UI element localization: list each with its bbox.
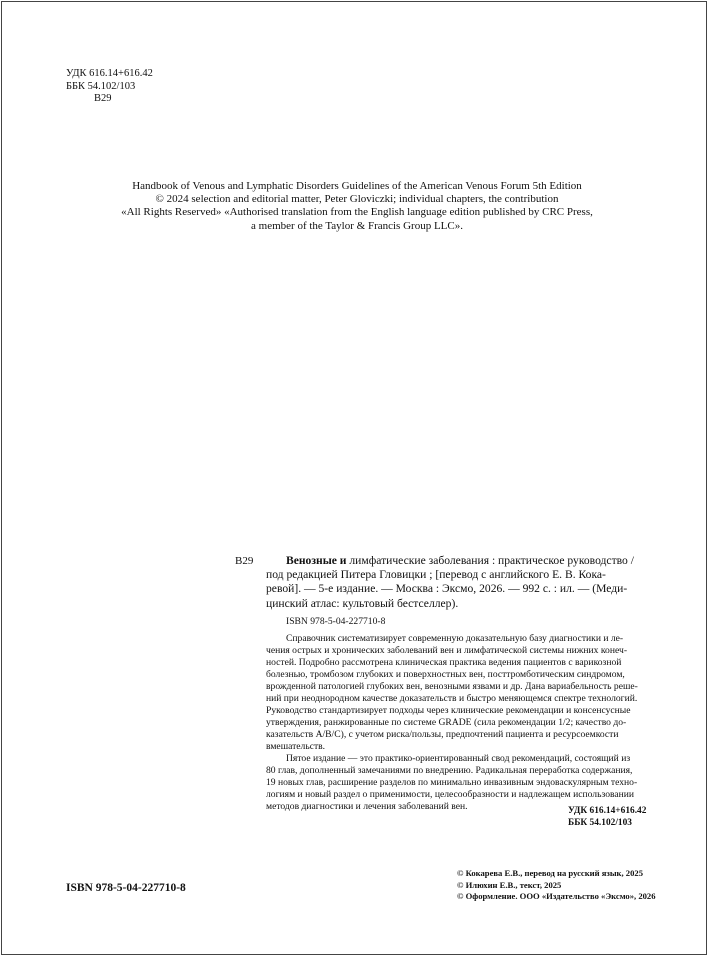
annotation-line: утверждения, ранжированные по системе GRADE (сила рекомендации 1/2; качество до- <box>266 717 627 728</box>
author-sign: В29 <box>94 93 112 104</box>
annotation-line: 80 глав, дополненный замечаниями по внедрению. Радикальная переработка содержания, <box>266 765 633 776</box>
bibliographic-record <box>266 554 640 611</box>
copyright-notices <box>457 868 656 903</box>
rights-line: Handbook of Venous and Lymphatic Disorders Guidelines of the American Venous Forum 5th Edition <box>132 180 582 192</box>
bbk-code: ББК 54.102/103 <box>66 80 136 92</box>
catalog-codes-top <box>66 68 153 106</box>
bibliographic-author-sign: В29 <box>235 555 254 567</box>
bibliographic-line: под редакцией Питера Гловицки ; [перевод с английского Е. В. Кока- <box>266 568 606 582</box>
catalog-codes-bottom <box>568 806 646 829</box>
annotation-line: логиям и новый раздел о применимости, целесообразности и надлежащем использовании <box>266 789 635 800</box>
copyright-line: © Илюхин Е.В., текст, 2025 <box>457 879 562 890</box>
bibliographic-line: цинский атлас: культовый бестселлер). <box>266 596 459 610</box>
bbk-code: ББК 54.102/103 <box>568 817 632 828</box>
annotation-line: методов диагностики и лечения заболеваний вен. <box>266 801 468 812</box>
isbn-record: ISBN 978-5-04-227710-8 <box>286 616 386 627</box>
annotation-line: Руководство стандартизирует подходы через клинические рекомендации и консенсусные <box>266 705 631 716</box>
annotation-line: чения острых и хронических заболеваний вен и лимфатической системы нижних конеч- <box>266 645 628 656</box>
annotation-line: ностей. Подробно рассмотрена клиническая практика ведения пациентов с варикозной <box>266 657 622 668</box>
rights-line: «All Rights Reserved» «Authorised translation from the English language edition published by CRC Press, <box>121 206 593 219</box>
annotation <box>266 633 644 813</box>
isbn-main: ISBN 978-5-04-227710-8 <box>66 882 186 894</box>
udk-code: УДК 616.14+616.42 <box>66 68 153 79</box>
rights-line: a member of the Taylor & Francis Group LLC». <box>251 219 463 232</box>
annotation-line: Справочник систематизирует современную доказательную базу диагностики и ле- <box>286 633 624 644</box>
annotation-line: ний при неоднородном качестве доказательств и быстро меняющемся спектре технологий. <box>266 693 638 704</box>
udk-code: УДК 616.14+616.42 <box>568 806 647 816</box>
book-title-heading: Венозные и <box>286 554 347 567</box>
bibliographic-line-text: лимфатические заболевания : практическое руководство / <box>346 554 634 567</box>
annotation-line: Пятое издание — это практико-ориентированный свод рекомендаций, состоящий из <box>286 753 631 764</box>
annotation-line: 19 новых глав, расширение разделов по минимально инвазивным эндоваскулярным техно- <box>266 777 638 788</box>
book-imprint-page <box>1 1 707 955</box>
rights-block <box>102 180 612 233</box>
bibliographic-line: ревой]. — 5-е издание. — Москва : Эксмо, 2026. — 992 с. : ил. — (Меди- <box>266 582 628 596</box>
annotation-line: болезнью, тромбозом глубоких и поверхностных вен, посттромботическим синдромом, <box>266 669 625 680</box>
annotation-line: казательств A/B/C), с учетом риска/пользы, предпочтений пациента и ресурсоемкости <box>266 729 619 740</box>
copyright-line: © Оформление. ООО «Издательство «Эксмо», 2026 <box>457 891 656 902</box>
rights-line: © 2024 selection and editorial matter, Peter Gloviczki; individual chapters, the contribution <box>155 193 559 206</box>
annotation-line: врожденной патологией глубоких вен, венозными язвами и др. Дана вариабельность реше- <box>266 681 638 692</box>
annotation-line: вмешательств. <box>266 741 326 752</box>
copyright-line: © Кокарева Е.В., перевод на русский язык, 2025 <box>457 868 643 878</box>
bibliographic-line <box>266 554 640 568</box>
